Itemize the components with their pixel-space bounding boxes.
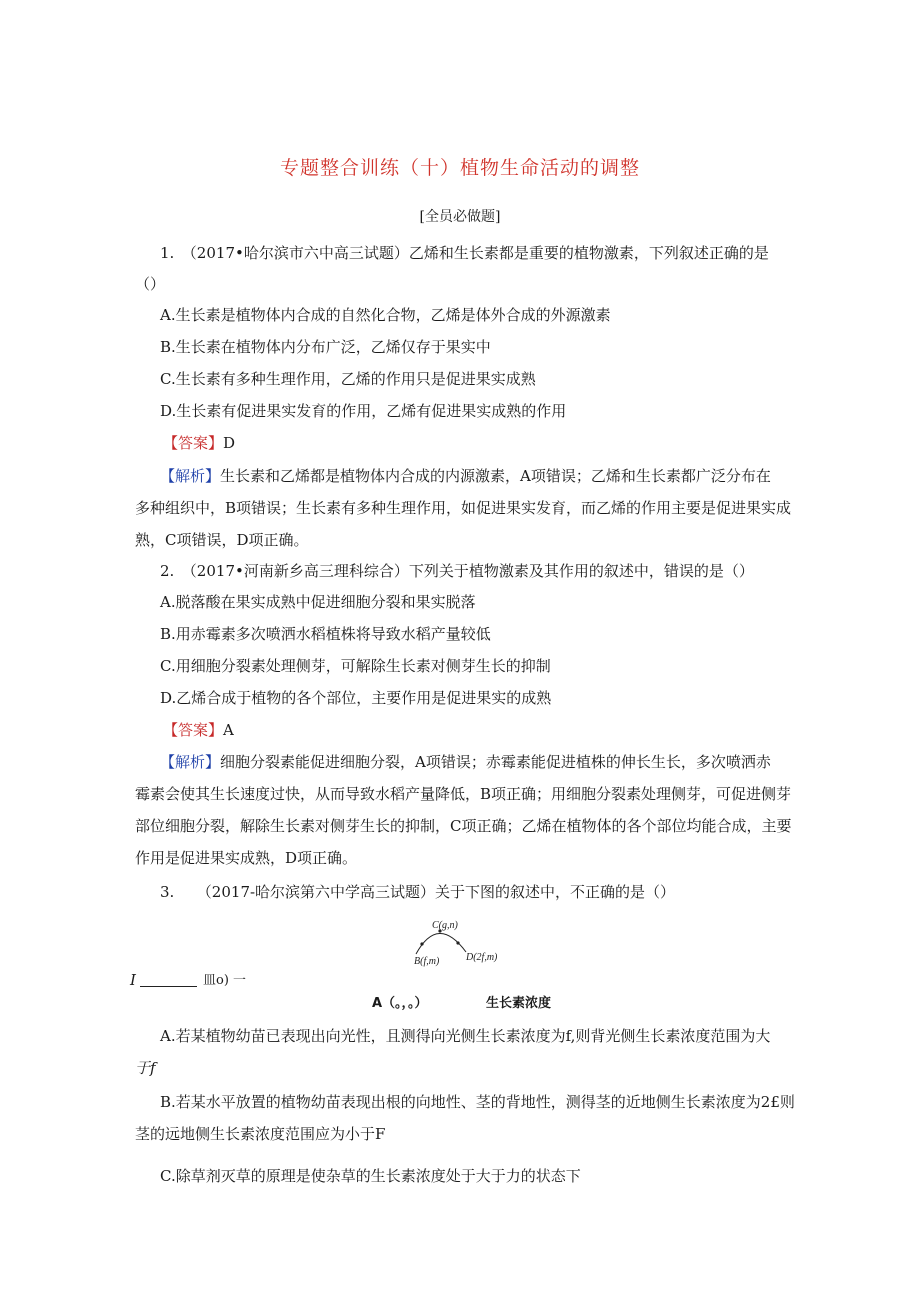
label-b: B(f,m) [414,956,440,967]
label-c: C(g,n) [432,920,458,931]
analysis-label: 【解析】 [160,467,221,485]
q1-option-a: A.生长素是植物体内合成的自然化合物，乙烯是体外合成的外源激素 [160,306,611,324]
q1-option-c: C.生长素有多种生理作用，乙烯的作用只是促进果实成熟 [160,370,536,388]
answer-label: 【答案】 [163,721,224,739]
axis-line [140,986,197,987]
q2-analysis-line3: 部位细胞分裂，解除生长素对侧芽生长的抑制，C项正确；乙烯在植物体的各个部位均能合成，主要 [135,817,792,835]
q1-option-b: B.生长素在植物体内分布广泛，乙烯仅存于果实中 [160,338,491,356]
document-title: 专题整合训练（十）植物生命活动的调整 [279,157,640,179]
q1-stem-cont: （） [135,275,166,293]
analysis-text: 细胞分裂素能促进细胞分裂，A项错误；赤霉素能促进植株的伸长生长，多次喷洒赤 [220,753,771,771]
q2-option-d: D.乙烯合成于植物的各个部位，主要作用是促进果实的成熟 [160,689,552,707]
label-d: D(2f,m) [466,952,498,963]
growth-curve-figure [410,918,520,973]
q3-stem: 3. （2017-哈尔滨第六中学高三试题）关于下图的叙述中，不正确的是（） [160,883,676,901]
x-axis-label: 生长素浓度 [486,996,552,1011]
q1-analysis-line2: 多种组织中，B项错误；生长素有多种生理作用，如促进果实发育，而乙烯的作用主要是促进果实成 [135,499,792,517]
q2-option-a: A.脱落酸在果实成熟中促进细胞分裂和果实脱落 [160,593,476,611]
q1-analysis [160,466,771,486]
axis-mid-label: 皿o) 一 [203,973,247,988]
point-b [420,942,423,945]
q2-answer [163,720,234,740]
q3-option-a-cont: 于f [135,1059,156,1077]
q3-option-c: C.除草剂灭草的原理是使杂草的生长素浓度处于大于力的状态下 [160,1167,581,1185]
q2-option-b: B.用赤霉素多次喷洒水稻植株将导致水稻产量较低 [160,625,491,643]
q2-option-c: C.用细胞分裂素处理侧芽，可解除生长素对侧芽生长的抑制 [160,657,551,675]
analysis-label: 【解析】 [160,753,221,771]
q2-analysis-line2: 霉素会使其生长速度过快，从而导致水稻产量降低，B项正确；用细胞分裂素处理侧芽，可促进侧芽 [135,785,792,803]
answer-value: A [223,721,234,739]
analysis-text: 生长素和乙烯都是植物体内合成的内源激素，A项错误；乙烯和生长素都广泛分布在 [220,467,771,485]
q3-option-a: A.若某植物幼苗已表现出向光性，且测得向光侧生长素浓度为f,则背光侧生长素浓度范围为大 [160,1027,771,1045]
q1-analysis-line3: 熟，C项错误，D项正确。 [135,531,309,549]
q2-analysis [160,752,771,772]
answer-value: D [223,434,236,452]
point-d [456,941,459,944]
q2-analysis-line4: 作用是促进果实成熟，D项正确。 [135,849,358,867]
section-heading: [全员必做题] [419,209,501,225]
q1-option-d: D.生长素有促进果实发育的作用，乙烯有促进果实成熟的作用 [160,402,567,420]
q1-answer [163,433,235,453]
answer-label: 【答案】 [163,434,224,452]
q3-option-b: B.若某水平放置的植物幼苗表现出根的向地性、茎的背地性，测得茎的近地侧生长素浓度为2£则 [160,1093,795,1111]
axis-left-label: I [130,971,136,989]
q3-option-b-cont: 茎的远地侧生长素浓度范围应为小于F [135,1125,386,1143]
origin-label: A（。，。） [372,996,428,1011]
q1-stem: 1. （2017•哈尔滨市六中高三试题）乙烯和生长素都是重要的植物激素，下列叙述正确的是 [160,244,769,262]
q2-stem: 2. （2017•河南新乡高三理科综合）下列关于植物激素及其作用的叙述中，错误的是（） [160,562,754,580]
